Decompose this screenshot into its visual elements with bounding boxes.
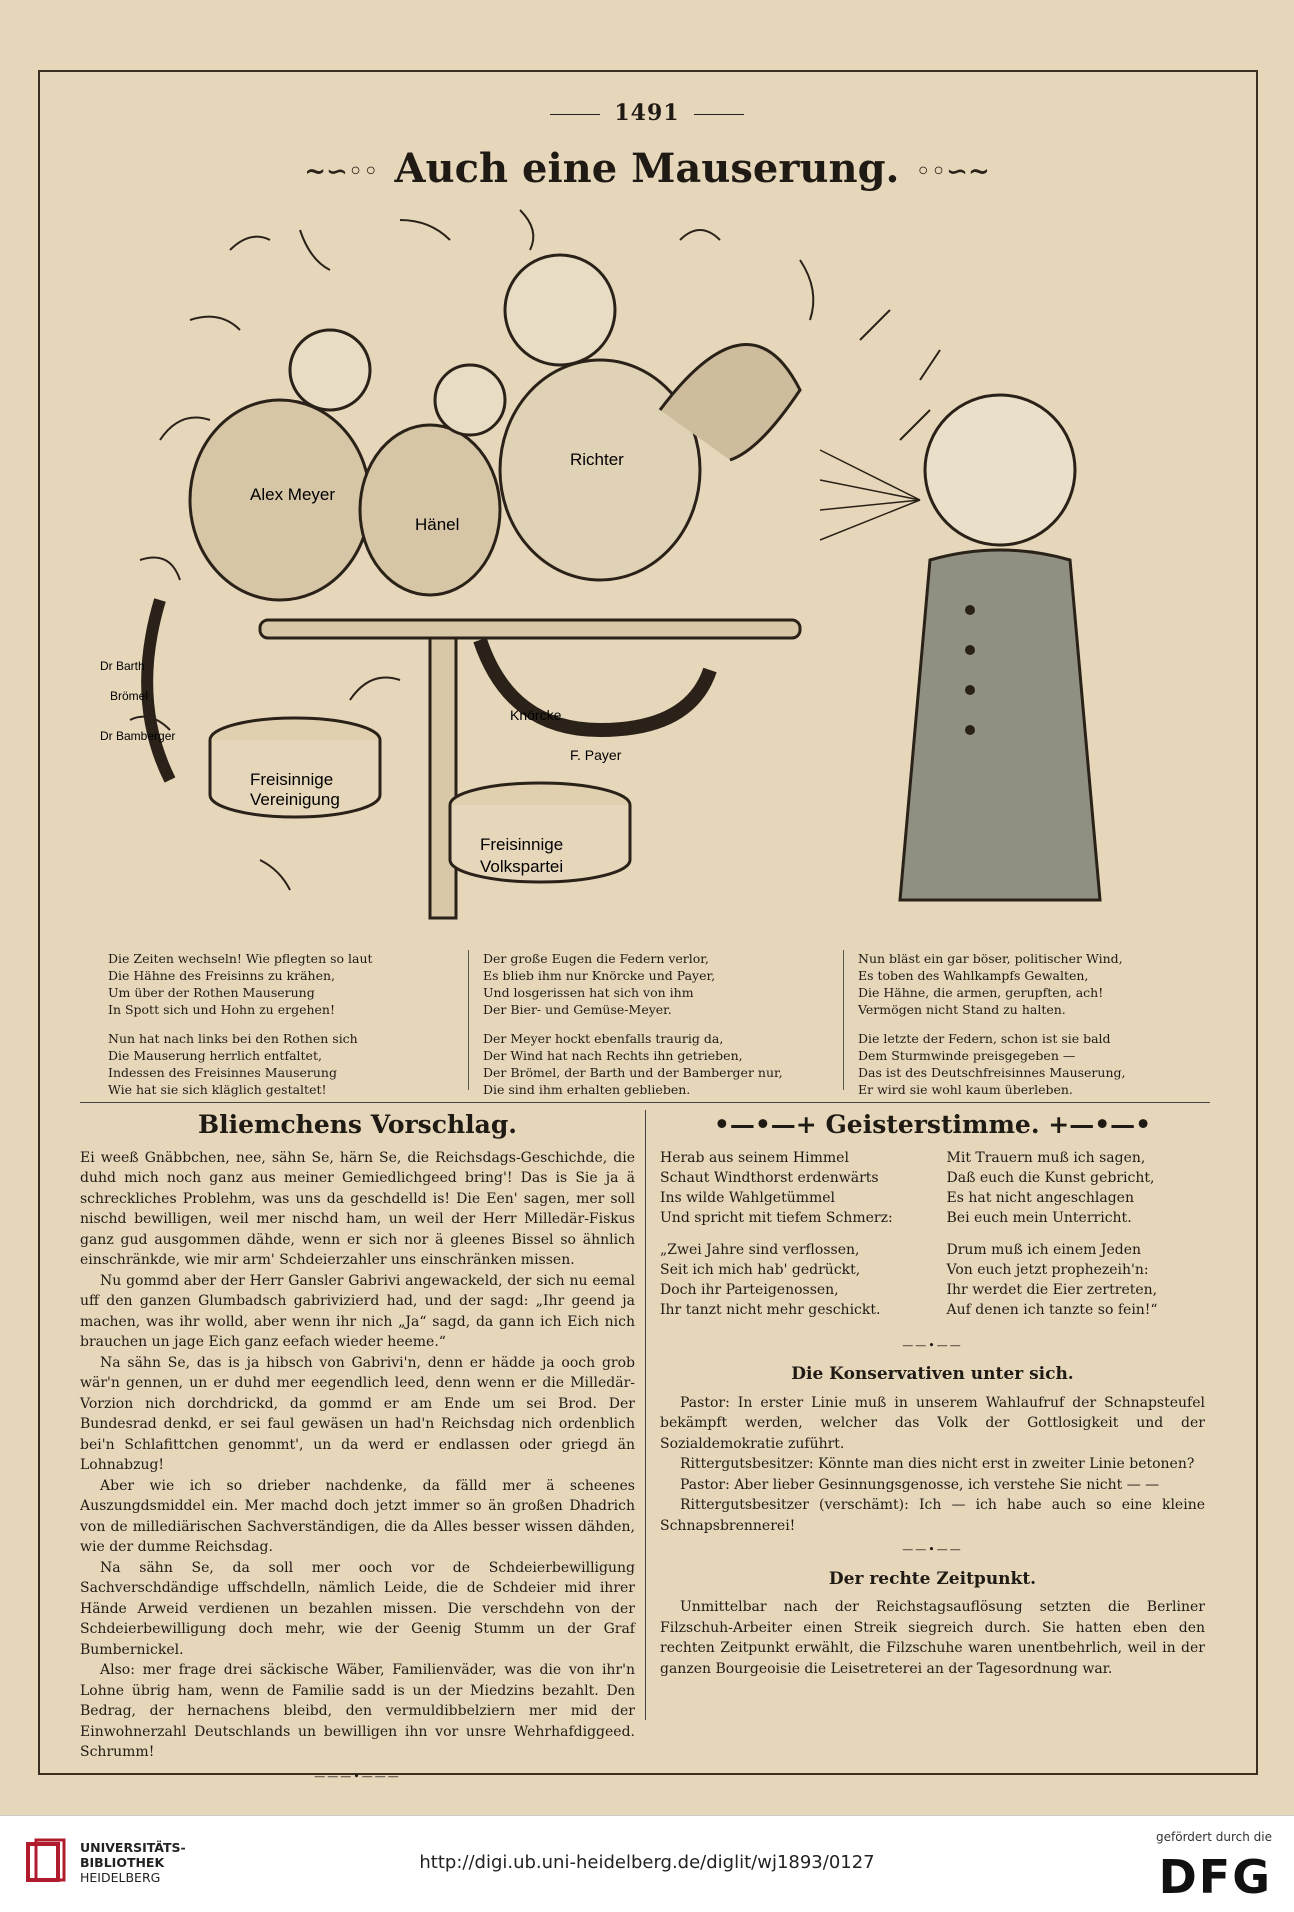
verse-stanza <box>858 950 1204 1018</box>
permalink[interactable]: http://digi.ub.uni-heidelberg.de/diglit/wj1893/0127 <box>419 1852 875 1873</box>
poem-line: Schaut Windthorst erdenwärts <box>660 1169 879 1186</box>
cartoon-illustration <box>100 200 1200 920</box>
verse-line: Vermögen nicht Stand zu halten. <box>858 1002 1066 1017</box>
poem-line: Seit ich mich hab' gedrückt, <box>660 1261 861 1278</box>
verse-line: Nun bläst ein gar böser, politischer Wind, <box>858 951 1123 966</box>
head-blower <box>925 395 1075 545</box>
section-divider <box>80 1102 1210 1103</box>
dialog-line: Rittergutsbesitzer (verschämt): Ich — ich habe auch so eine kleine Schnapsbrennerei! <box>660 1497 1205 1534</box>
label-barth: Dr Barth <box>100 659 145 673</box>
label-payer: F. Payer <box>570 747 622 763</box>
wind-stroke <box>900 410 930 440</box>
feather <box>350 678 400 701</box>
article-paragraph: Aber wie ich so drieber nachdenke, da fälld mer ä scheenes Auszungdsmiddel ein. Mer machd doch jetzt immer so än großen Dhadrich von de millediärischen Sachverständigen, die da Alles besser wissen dähden, wie der dumme Reichsdag. <box>80 1477 635 1555</box>
poem-column-left <box>660 1148 919 1332</box>
viewer-footer <box>0 1815 1294 1912</box>
poem-line: Auf denen ich tanzte so fein!“ <box>946 1301 1158 1318</box>
label-broemel: Brömel <box>110 689 149 703</box>
verse-stanza <box>858 1030 1204 1098</box>
article-paragraph: Na sähn Se, da soll mer ooch vor de Schdeierbewilligung Sachverschdändige uffschdelln, nämlich Leide, die de Schdeier mid ihrer Hände Arweid verdienen un bezahlen missen. Die verschdehn von der Schdeierbewilligung doch mehr, wie der Geenig Stumm un der Graf Bumbernickel. <box>80 1559 635 1658</box>
rule-left <box>550 114 600 115</box>
poem-stanza <box>947 1148 1206 1228</box>
poem-line: Ins wilde Wahlgetümmel <box>660 1189 836 1206</box>
poem-line: Von euch jetzt prophezeih'n: <box>946 1261 1149 1278</box>
poem-line: Herab aus seinem Himmel <box>660 1149 849 1166</box>
feather <box>400 220 450 240</box>
bowl-left-label-2: Vereinigung <box>250 790 340 809</box>
verse-line: Die Hähne, die armen, gerupften, ach! <box>858 985 1104 1000</box>
verse-stanza <box>483 1030 829 1098</box>
head-richter <box>505 255 615 365</box>
ornament-icon: •—•—+ <box>713 1110 826 1139</box>
poem-line: Doch ihr Parteigenossen, <box>660 1281 839 1298</box>
perch-pole <box>430 638 456 918</box>
poem-line: Drum muß ich einem Jeden <box>946 1241 1141 1258</box>
cartoon-title <box>0 145 1294 192</box>
article-paragraph: Also: mer frage drei säckische Wäber, Familienväder, was die von ihr'n Lohne übrig ham, wenn de Familie sadd is un der Miedzins bezahlt. Den Bedrag, der hernachens bleibd, den vermuldibbelziern mer mid der Einwohnerzahl Deutschlands un bewilligen ihn vor unsre Wehrhafdiggeed. Schrumm! <box>80 1662 635 1760</box>
verse-stanza <box>108 1030 454 1098</box>
verse-line: Der Bier- und Gemüse-Meyer. <box>483 1002 672 1017</box>
poem-line: Ihr tanzt nicht mehr geschickt. <box>660 1301 881 1318</box>
section-ornament-icon: ——•—— <box>902 1338 963 1352</box>
verse-column-1 <box>108 950 468 1097</box>
feather <box>140 558 180 581</box>
wind-rays <box>820 450 920 540</box>
cartoon-verses <box>108 950 1218 1097</box>
poem-stanza <box>660 1148 919 1228</box>
verse-line: Indessen des Freisinnes Mauserung <box>108 1065 337 1080</box>
poem-line: Ihr werdet die Eier zertreten, <box>946 1281 1158 1298</box>
label-bamberger: Dr Bamberger <box>100 729 176 743</box>
feather <box>680 230 720 240</box>
dialog-line: Pastor: In erster Linie muß in unserem Wahlaufruf der Schnapsteufel bekämpft werden, welcher das Volk der Gottlosigkeit und der Sozialdemokratie zuführt. <box>660 1394 1205 1452</box>
label-knoercke: Knörcke <box>510 707 562 723</box>
label-richter: Richter <box>570 450 624 469</box>
bowl-right-label-2: Volkspartei <box>480 857 564 876</box>
wind-stroke <box>920 350 940 380</box>
cartoon-title-text: Auch eine Mauserung. <box>394 145 900 192</box>
institution-line: HEIDELBERG <box>80 1870 161 1885</box>
ornament-icon: +—•—• <box>1039 1110 1152 1139</box>
end-ornament-icon: ———•——— <box>314 1769 401 1783</box>
article-paragraph: Na sähn Se, das is ja hibsch von Gabrivi'n, denn er hädde ja ooch grob wär'n gennen, un er duhd mer eegendlich leed, denn wenn er die Milledär-Vorzion nich dorchdrickd, da gommd er am Ende um sei Brod. Der Bundesrad denkd, er sei faul gewäsen un had'n Reichsdag nich ordenblich bei'n Schlafittchen genommt', un da werd er endlassen oder griegd än Lohnabzug! <box>80 1354 635 1473</box>
verse-line: Die Hähne des Freisinns zu krähen, <box>108 968 336 983</box>
label-haenel: Hänel <box>415 515 460 534</box>
verse-line: Wie hat sie sich kläglich gestaltet! <box>108 1082 327 1097</box>
verse-line: Dem Sturmwinde preisgegeben — <box>858 1048 1076 1063</box>
feather <box>190 317 240 330</box>
poem-line: Daß euch die Kunst gebricht, <box>946 1169 1155 1186</box>
verse-line: Der große Eugen die Federn verlor, <box>483 951 709 966</box>
dialog-line: Rittergutsbesitzer: Könnte man dies nicht erst in zweiter Linie betonen? <box>680 1456 1195 1472</box>
coat-blower <box>900 550 1100 900</box>
bird-richter <box>500 360 700 580</box>
poem-line: Mit Trauern muß ich sagen, <box>946 1149 1146 1166</box>
label-meyer: Alex Meyer <box>250 485 336 504</box>
verse-column-3 <box>843 950 1218 1097</box>
ornament-left-icon: ~∽◦◦ <box>304 157 379 187</box>
perch-bar <box>260 620 800 638</box>
verse-line: Der Wind hat nach Rechts ihn getrieben, <box>483 1048 743 1063</box>
tail-feathers-meyer <box>147 600 170 780</box>
verse-line: Der Brömel, der Barth und der Bamberger nur, <box>483 1065 783 1080</box>
page-number <box>0 100 1294 126</box>
verse-line: Es blieb ihm nur Knörcke und Payer, <box>483 968 716 983</box>
verse-line: Es toben des Wahlkampfs Gewalten, <box>858 968 1089 983</box>
poem-geisterstimme <box>660 1148 1205 1332</box>
dialog-heading: Die Konservativen unter sich. <box>791 1364 1074 1384</box>
feather <box>800 260 813 320</box>
item-paragraph: Unmittelbar nach der Reichstagsauflösung setzten die Berliner Filzschuh-Arbeiter einen Streik siegreich durch. Sie hatten eben den rechten Zeitpunkt erwählt, die Filzschuhe waren unentbehrlich, weil in der ganzen Bourgeoisie die Leisetreterei an der Tagesordnung war. <box>660 1599 1205 1677</box>
verse-line: Das ist des Deutschfreisinnes Mauserung, <box>858 1065 1126 1080</box>
feather <box>260 860 290 890</box>
verse-column-2 <box>468 950 843 1097</box>
verse-line: Um über der Rothen Mauserung <box>108 985 315 1000</box>
verse-line: Die Zeiten wechseln! Wie pflegten so laut <box>108 951 373 966</box>
institution-line: BIBLIOTHEK <box>80 1855 165 1870</box>
verse-line: In Spott sich und Hohn zu ergehen! <box>108 1002 335 1017</box>
poem-stanza <box>660 1240 919 1320</box>
dialog-konservative <box>660 1393 1205 1537</box>
poem-line: Und spricht mit tiefem Schmerz: <box>660 1209 893 1226</box>
head-meyer <box>290 330 370 410</box>
feather <box>230 237 270 250</box>
rule-right <box>694 114 744 115</box>
poem-column-right <box>947 1148 1206 1332</box>
article-paragraph: Ei weeß Gnäbbchen, nee, sähn Se, härn Se, die Reichsdags-Geschichde, die duhd mich noch ganz aus meiner Gemiedlichgeed bring'! Das is Sie ja ä schreckliches Problehm, was uns da geschdelld is! Die Een' sagen, mer soll nischd bewilligen, weil mer nischd ham, un weil der Herr Milledär-Fiskus ganz gud ausgommen dähde, wenn er sich nor ä gleenes Bissel so ähnlich einschränkde, wie mir arm' Schdeierzahler uns einschränken missen. <box>80 1149 635 1268</box>
dialog-line: Pastor: Aber lieber Gesinnungsgenosse, ich verstehe Sie nicht — — <box>680 1476 1160 1493</box>
poem-line: Es hat nicht angeschlagen <box>946 1189 1134 1206</box>
verse-line: Er wird sie wohl kaum überleben. <box>858 1082 1073 1097</box>
page-number-text: 1491 <box>614 100 680 126</box>
poem-line: „Zwei Jahre sind verflossen, <box>660 1241 860 1258</box>
poem-line: Bei euch mein Unterricht. <box>946 1209 1132 1226</box>
poem-heading-text: Geisterstimme. <box>825 1110 1040 1139</box>
ornament-right-icon: ◦◦∽~ <box>915 157 990 187</box>
section-ornament-icon: ——•—— <box>902 1543 963 1556</box>
poem-stanza <box>947 1240 1206 1320</box>
bowl-left-label-1: Freisinnige <box>250 770 334 789</box>
poem-heading <box>660 1110 1205 1139</box>
article-paragraph: Nu gommd aber der Herr Gansler Gabrivi angewackeld, der sich nu eemal uff den ganzen Glumbadsch gabrivizierd had, und der sagd: „Ihr geend ja machen, was ihr wolld, aber wenn ihr nich „Ja“ sagd, da gann ich Eich nich brauchen un jage Eich ganz eefach wieder heeme.“ <box>80 1272 635 1350</box>
article-bliemchen <box>80 1110 635 1783</box>
verse-line: Die Mauserung herrlich entfaltet, <box>108 1048 322 1063</box>
feather <box>300 230 330 270</box>
verse-stanza <box>483 950 829 1018</box>
verse-line: Der Meyer hockt ebenfalls traurig da, <box>483 1031 724 1046</box>
item-heading: Der rechte Zeitpunkt. <box>828 1568 1037 1589</box>
verse-line: Und losgerissen hat sich von ihm <box>483 985 694 1000</box>
wind-stroke <box>860 310 890 340</box>
dfg-logo[interactable]: DFG <box>1158 1850 1272 1904</box>
institution-line: UNIVERSITÄTS- <box>80 1840 186 1855</box>
bird-haenel <box>360 425 500 595</box>
verse-stanza <box>108 950 454 1018</box>
column-divider <box>645 1110 646 1720</box>
verse-line: Nun hat nach links bei den Rothen sich <box>108 1031 358 1046</box>
article-heading: Bliemchens Vorschlag. <box>197 1110 518 1139</box>
verse-line: Die sind ihm erhalten geblieben. <box>483 1082 691 1097</box>
feather <box>160 418 210 441</box>
verse-line: Die letzte der Federn, schon ist sie bald <box>858 1031 1111 1046</box>
bowl-right-label-1: Freisinnige <box>480 835 564 854</box>
right-column <box>660 1110 1205 1725</box>
head-haenel <box>435 365 505 435</box>
feather <box>520 210 533 250</box>
funding-note: gefördert durch die <box>1156 1830 1272 1844</box>
